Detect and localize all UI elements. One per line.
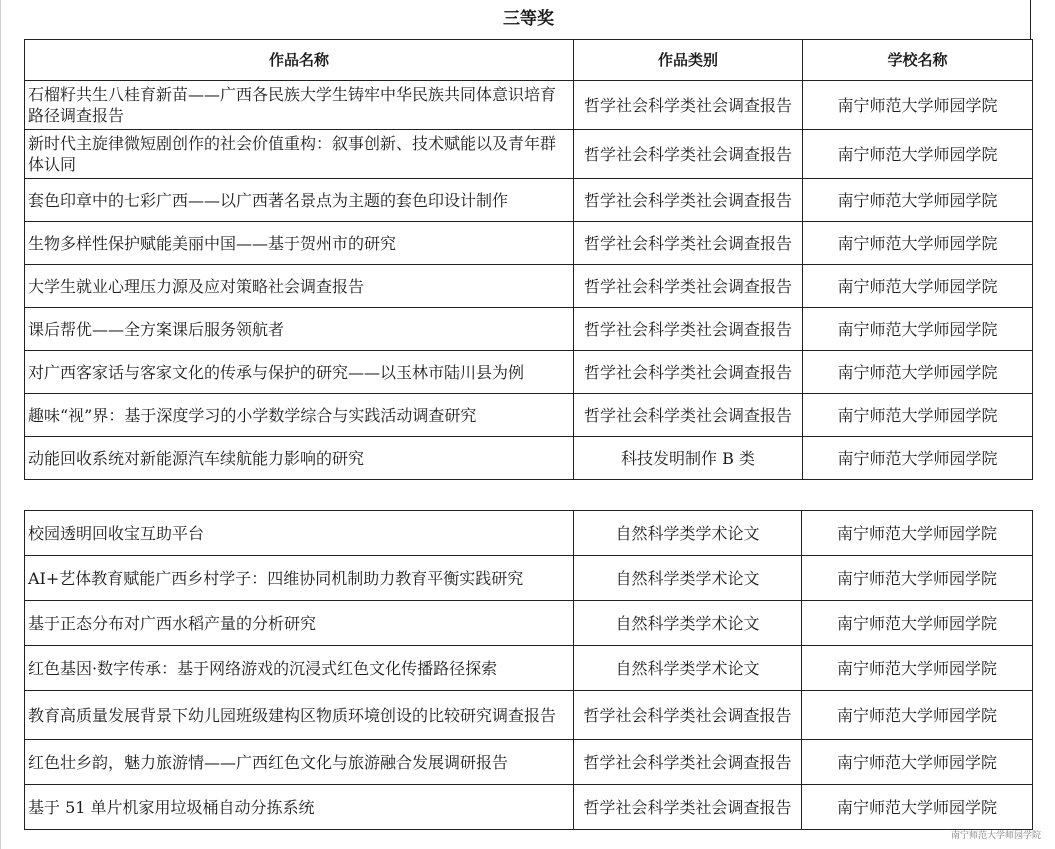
school-name: 南宁师范大学师园学院 xyxy=(802,785,1033,830)
work-category: 哲学社会科学类社会调查报告 xyxy=(574,222,803,265)
table-row xyxy=(25,222,1033,265)
work-name: 红色基因·数字传承：基于网络游戏的沉浸式红色文化传播路径探索 xyxy=(25,646,574,691)
table-row xyxy=(25,646,1033,691)
header-work-name: 作品名称 xyxy=(25,40,574,81)
work-name: 趣味“视”界：基于深度学习的小学数学综合与实践活动调查研究 xyxy=(25,394,574,437)
work-name: 动能回收系统对新能源汽车续航能力影响的研究 xyxy=(25,437,574,480)
school-name: 南宁师范大学师园学院 xyxy=(802,646,1033,691)
work-category: 哲学社会科学类社会调查报告 xyxy=(574,130,803,179)
work-category: 哲学社会科学类社会调查报告 xyxy=(574,308,803,351)
school-name: 南宁师范大学师园学院 xyxy=(802,601,1033,646)
work-name: 对广西客家话与客家文化的传承与保护的研究——以玉林市陆川县为例 xyxy=(25,351,574,394)
school-name: 南宁师范大学师园学院 xyxy=(803,351,1033,394)
table-row xyxy=(25,785,1033,830)
work-name: 基于正态分布对广西水稻产量的分析研究 xyxy=(25,601,574,646)
header-row xyxy=(25,40,1033,81)
work-category: 哲学社会科学类社会调查报告 xyxy=(574,394,803,437)
work-name: 教育高质量发展背景下幼儿园班级建构区物质环境创设的比较研究调查报告 xyxy=(25,691,574,740)
table-row xyxy=(25,740,1033,785)
school-name: 南宁师范大学师园学院 xyxy=(802,740,1033,785)
school-name: 南宁师范大学师园学院 xyxy=(802,556,1033,601)
school-name: 南宁师范大学师园学院 xyxy=(803,81,1033,130)
school-name: 南宁师范大学师园学院 xyxy=(803,265,1033,308)
table-row xyxy=(25,601,1033,646)
awards-table-1 xyxy=(24,0,1033,480)
table-row xyxy=(25,179,1033,222)
work-category: 哲学社会科学类社会调查报告 xyxy=(574,785,802,830)
table-row xyxy=(25,81,1033,130)
table-row xyxy=(25,394,1033,437)
school-name: 南宁师范大学师园学院 xyxy=(803,222,1033,265)
work-category: 哲学社会科学类社会调查报告 xyxy=(574,351,803,394)
work-name: 基于 51 单片机家用垃圾桶自动分拣系统 xyxy=(25,785,574,830)
school-name: 南宁师范大学师园学院 xyxy=(802,691,1033,740)
work-name: 红色壮乡韵，魅力旅游情——广西红色文化与旅游融合发展调研报告 xyxy=(25,740,574,785)
work-category: 自然科学类学术论文 xyxy=(574,646,802,691)
header-work-category: 作品类别 xyxy=(574,40,803,81)
table-row xyxy=(25,265,1033,308)
work-category: 哲学社会科学类社会调查报告 xyxy=(574,179,803,222)
work-category: 科技发明制作 B 类 xyxy=(574,437,803,480)
work-category: 哲学社会科学类社会调查报告 xyxy=(574,265,803,308)
section-title: 三等奖 xyxy=(25,0,1033,40)
work-name: 校园透明回收宝互助平台 xyxy=(25,511,574,556)
header-school-name: 学校名称 xyxy=(803,40,1033,81)
school-name: 南宁师范大学师园学院 xyxy=(803,394,1033,437)
work-category: 自然科学类学术论文 xyxy=(574,601,802,646)
work-category: 哲学社会科学类社会调查报告 xyxy=(574,81,803,130)
work-category: 哲学社会科学类社会调查报告 xyxy=(574,691,802,740)
work-name: 套色印章中的七彩广西——以广西著名景点为主题的套色印设计制作 xyxy=(25,179,574,222)
work-name: 新时代主旋律微短剧创作的社会价值重构：叙事创新、技术赋能以及青年群体认同 xyxy=(25,130,574,179)
table-row xyxy=(25,511,1033,556)
table-row xyxy=(25,130,1033,179)
table-row xyxy=(25,308,1033,351)
school-name: 南宁师范大学师园学院 xyxy=(802,511,1033,556)
school-name: 南宁师范大学师园学院 xyxy=(803,437,1033,480)
school-name: 南宁师范大学师园学院 xyxy=(803,130,1033,179)
school-name: 南宁师范大学师园学院 xyxy=(803,179,1033,222)
work-name: 生物多样性保护赋能美丽中国——基于贺州市的研究 xyxy=(25,222,574,265)
awards-table-2 xyxy=(24,510,1033,830)
table-row xyxy=(25,437,1033,480)
watermark: 南宁师范大学师园学院 xyxy=(950,831,1041,841)
work-name: 大学生就业心理压力源及应对策略社会调查报告 xyxy=(25,265,574,308)
work-category: 自然科学类学术论文 xyxy=(574,511,802,556)
table-row xyxy=(25,691,1033,740)
work-name: 课后帮优——全方案课后服务领航者 xyxy=(25,308,574,351)
work-category: 自然科学类学术论文 xyxy=(574,556,802,601)
table-row xyxy=(25,556,1033,601)
page-left-border xyxy=(0,0,1,849)
school-name: 南宁师范大学师园学院 xyxy=(803,308,1033,351)
work-name: 石榴籽共生八桂育新苗——广西各民族大学生铸牢中华民族共同体意识培育路径调查报告 xyxy=(25,81,574,130)
work-category: 哲学社会科学类社会调查报告 xyxy=(574,740,802,785)
table-row xyxy=(25,351,1033,394)
work-name: AI+艺体教育赋能广西乡村学子：四维协同机制助力教育平衡实践研究 xyxy=(25,556,574,601)
